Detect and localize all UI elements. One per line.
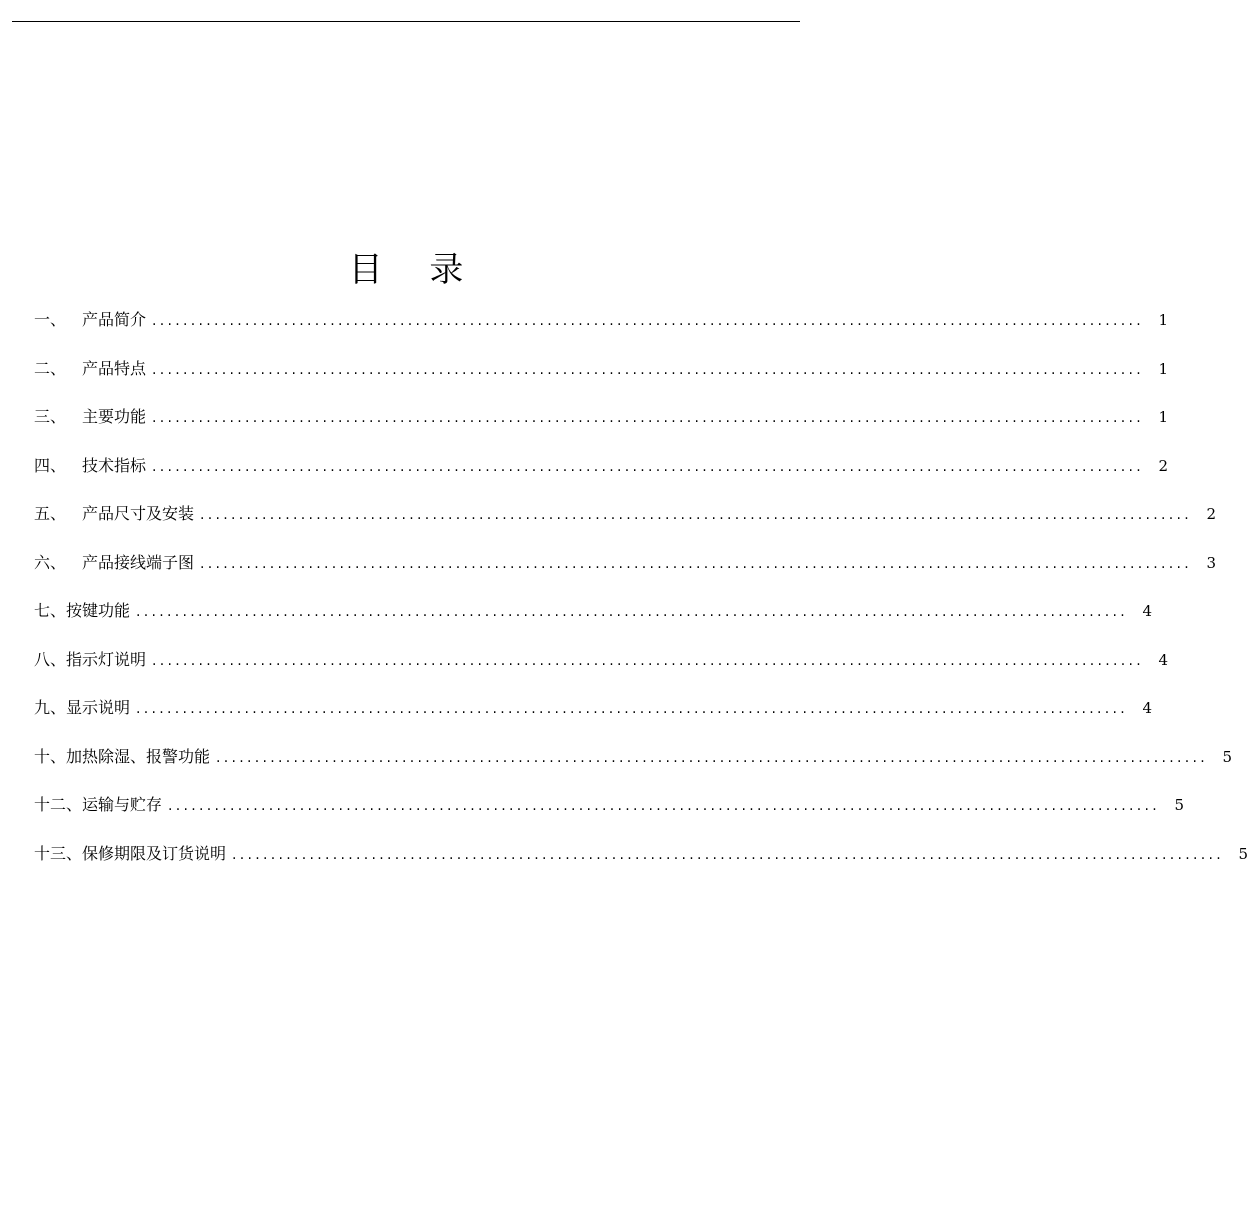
toc-entry-number: 十三、 xyxy=(34,843,83,863)
toc-dot-leader: ................................................................................................................................ xyxy=(152,652,1145,669)
toc-entry[interactable] xyxy=(34,695,1153,744)
toc-dot-leader: ................................................................................................................................ xyxy=(136,604,1129,620)
toc-entry-label: 产品特点 xyxy=(82,358,147,378)
toc-dot-leader: ................................................................................................................................ xyxy=(168,798,1161,814)
table-of-contents xyxy=(34,307,1248,889)
toc-entry[interactable] xyxy=(34,404,1169,453)
toc-dot-leader: ................................................................................................................................ xyxy=(152,410,1145,426)
toc-entry-number: 七、 xyxy=(34,601,67,620)
header-rule xyxy=(12,21,800,22)
toc-entry-page: 1 xyxy=(1158,359,1169,378)
toc-entry-label: 主要功能 xyxy=(82,407,147,426)
toc-entry-page: 4 xyxy=(1142,602,1153,620)
toc-entry-number: 一、 xyxy=(34,310,67,329)
toc-entry[interactable] xyxy=(34,453,1169,502)
toc-entry-page: 4 xyxy=(1158,650,1169,669)
toc-entry-label: 指示灯说明 xyxy=(66,649,147,669)
toc-dot-leader: ................................................................................................................................ xyxy=(136,701,1129,717)
toc-entry-page: 2 xyxy=(1158,456,1169,475)
toc-entry[interactable] xyxy=(34,841,1248,890)
toc-entry-page: 5 xyxy=(1238,844,1248,863)
toc-entry[interactable] xyxy=(34,598,1153,647)
toc-entry[interactable] xyxy=(34,792,1185,841)
toc-entry-number: 八、 xyxy=(34,649,67,669)
toc-entry[interactable] xyxy=(34,744,1233,793)
toc-entry-label: 产品接线端子图 xyxy=(82,552,195,572)
toc-dot-leader: ................................................................................................................................ xyxy=(200,555,1193,572)
toc-entry-number: 九、 xyxy=(34,698,67,717)
toc-entry[interactable] xyxy=(34,647,1169,696)
toc-entry-number: 十、 xyxy=(34,746,67,766)
toc-entry-page: 2 xyxy=(1206,505,1217,523)
toc-entry-page: 4 xyxy=(1142,699,1153,717)
toc-dot-leader: ................................................................................................................................ xyxy=(152,361,1145,378)
toc-entry-number: 四、 xyxy=(34,455,67,475)
toc-entry-label: 产品简介 xyxy=(82,310,147,329)
toc-entry-number: 五、 xyxy=(34,504,67,523)
toc-entry-page: 5 xyxy=(1222,747,1233,766)
toc-entry[interactable] xyxy=(34,550,1217,599)
toc-entry-page: 5 xyxy=(1174,796,1185,814)
toc-entry-label: 运输与贮存 xyxy=(82,795,163,814)
toc-entry-number: 十二、 xyxy=(34,795,83,814)
toc-dot-leader: ................................................................................................................................ xyxy=(200,507,1193,523)
toc-entry-page: 3 xyxy=(1206,553,1217,572)
toc-entry-label: 保修期限及订货说明 xyxy=(82,843,227,863)
toc-title: 目 录 xyxy=(348,250,482,290)
toc-entry-number: 二、 xyxy=(34,358,67,378)
toc-entry-number: 三、 xyxy=(34,407,67,426)
toc-entry[interactable] xyxy=(34,501,1217,550)
toc-entry-label: 技术指标 xyxy=(82,455,147,475)
toc-entry-page: 1 xyxy=(1158,408,1169,426)
toc-entry-label: 按键功能 xyxy=(66,601,131,620)
toc-dot-leader: ................................................................................................................................ xyxy=(232,846,1225,863)
toc-entry-label: 加热除湿、报警功能 xyxy=(66,746,211,766)
toc-entry[interactable] xyxy=(34,307,1169,356)
toc-entry-label: 显示说明 xyxy=(66,698,131,717)
toc-entry-label: 产品尺寸及安装 xyxy=(82,504,195,523)
toc-dot-leader: ................................................................................................................................ xyxy=(216,749,1209,766)
toc-entry-page: 1 xyxy=(1158,311,1169,329)
toc-dot-leader: ................................................................................................................................ xyxy=(152,458,1145,475)
toc-entry-number: 六、 xyxy=(34,552,67,572)
toc-entry[interactable] xyxy=(34,356,1169,405)
toc-dot-leader: ................................................................................................................................ xyxy=(152,313,1145,329)
